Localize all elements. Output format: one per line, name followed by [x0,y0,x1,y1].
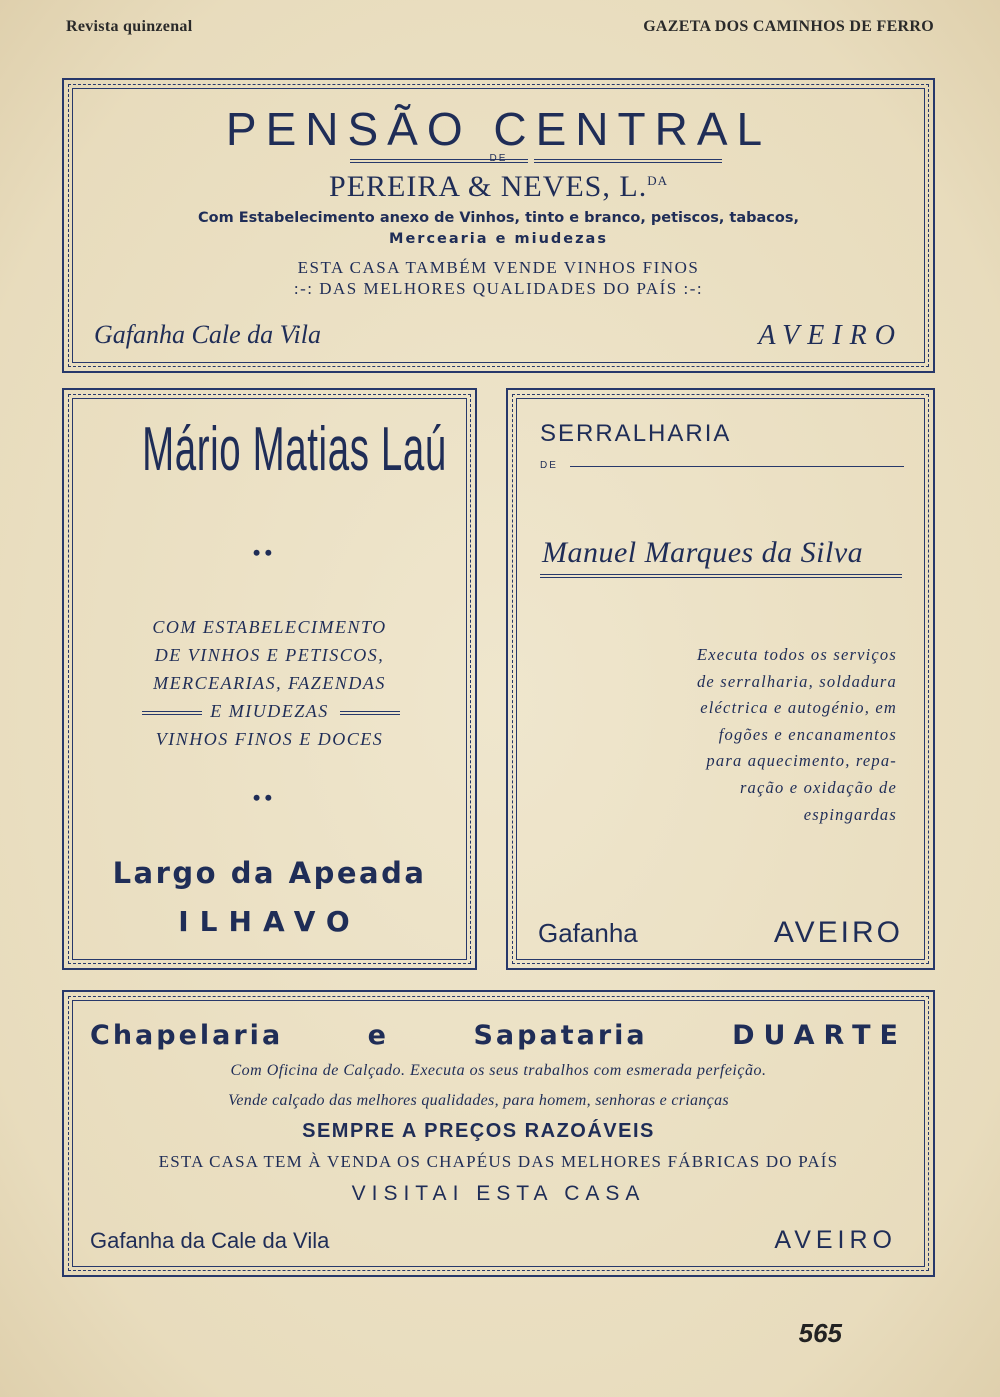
location-right: AVEIRO [773,916,903,949]
description-line: para aquecimento, repa- [706,751,897,771]
ad-title [90,1020,907,1051]
description-line: DE VINHOS E PETISCOS, [154,645,385,665]
description-line: MERCEARIAS, FAZENDAS [153,673,386,693]
header-left: Revista quinzenal [66,18,193,35]
ornament-dots: •• [252,785,277,810]
ad-title: PENSÃO CENTRAL [225,103,772,155]
description-line: ESTA CASA TAMBÉM VENDE VINHOS FINOS [297,258,700,277]
de-label: DE [540,460,558,471]
location-left: Gafanha da Cale da Vila [90,1228,330,1253]
divider [142,711,202,715]
description-line: COM ESTABELECIMENTO [152,617,387,637]
divider [350,159,528,163]
divider [340,711,400,715]
description-line: Vende calçado das melhores qualidades, para homem, senhoras e crianças [228,1092,729,1109]
owner-name: PEREIRA & NEVES, L. [329,170,648,203]
location-left: Gafanha Cale da Vila [94,320,322,349]
description-line: VISITAI ESTA CASA [351,1182,646,1205]
ad-mario-matias-lau [62,388,477,970]
de-label: DE [489,153,508,164]
divider [570,466,904,467]
owner-name: Manuel Marques da Silva [542,536,864,569]
header-right: GAZETA DOS CAMINHOS DE FERRO [643,18,934,35]
ad-pensao-central [62,78,935,373]
ad-serralharia [506,388,935,970]
title-word: e [367,1020,389,1051]
divider [534,159,722,163]
description-line: Executa todos os serviços [696,645,897,664]
description-line: fogões e encanamentos [718,724,897,744]
ad-title: SERRALHARIA [540,420,732,447]
address: Largo da Apeada [112,856,427,890]
ad-title: Mário Matias Laú [142,415,447,484]
location-right: AVEIRO [774,1226,897,1254]
title-word: Chapelaria [90,1020,284,1051]
location-right: AVEIRO [758,320,903,351]
description-line: ração e oxidação de [739,777,897,797]
owner-line [64,170,933,204]
divider [540,574,902,578]
ornament-dots: •• [252,540,277,565]
location-left: Gafanha [538,918,638,948]
description-block [697,642,897,828]
page-number: 565 [798,1318,842,1348]
description-line: eléctrica e autogénio, em [700,698,897,718]
owner-sup: DA [647,173,668,188]
description-line: espingardas [803,804,897,824]
title-word: DUARTE [732,1020,907,1051]
description-line: E MIUDEZAS [210,701,329,721]
ad-chapelaria-duarte [62,990,935,1277]
description-line: Com Oficina de Calçado. Executa os seus trabalhos com esmerada perfeição. [230,1062,767,1079]
description-line: VINHOS FINOS E DOCES [155,729,384,749]
description-line: ESTA CASA TEM À VENDA OS CHAPÉUS DAS MELHORES FÁBRICAS DO PAÍS [158,1152,839,1171]
title-word: Sapataria [473,1020,648,1051]
description-line: Mercearia e miudezas [389,231,608,247]
town: ILHAVO [178,905,361,938]
description-line: Com Estabelecimento anexo de Vinhos, tinto e branco, petiscos, tabacos, [198,210,799,226]
description-line: SEMPRE A PREÇOS RAZOÁVEIS [302,1120,655,1142]
description-line: de serralharia, soldadura [696,671,897,691]
description-line: :-: DAS MELHORES QUALIDADES DO PAÍS :-: [293,279,704,298]
